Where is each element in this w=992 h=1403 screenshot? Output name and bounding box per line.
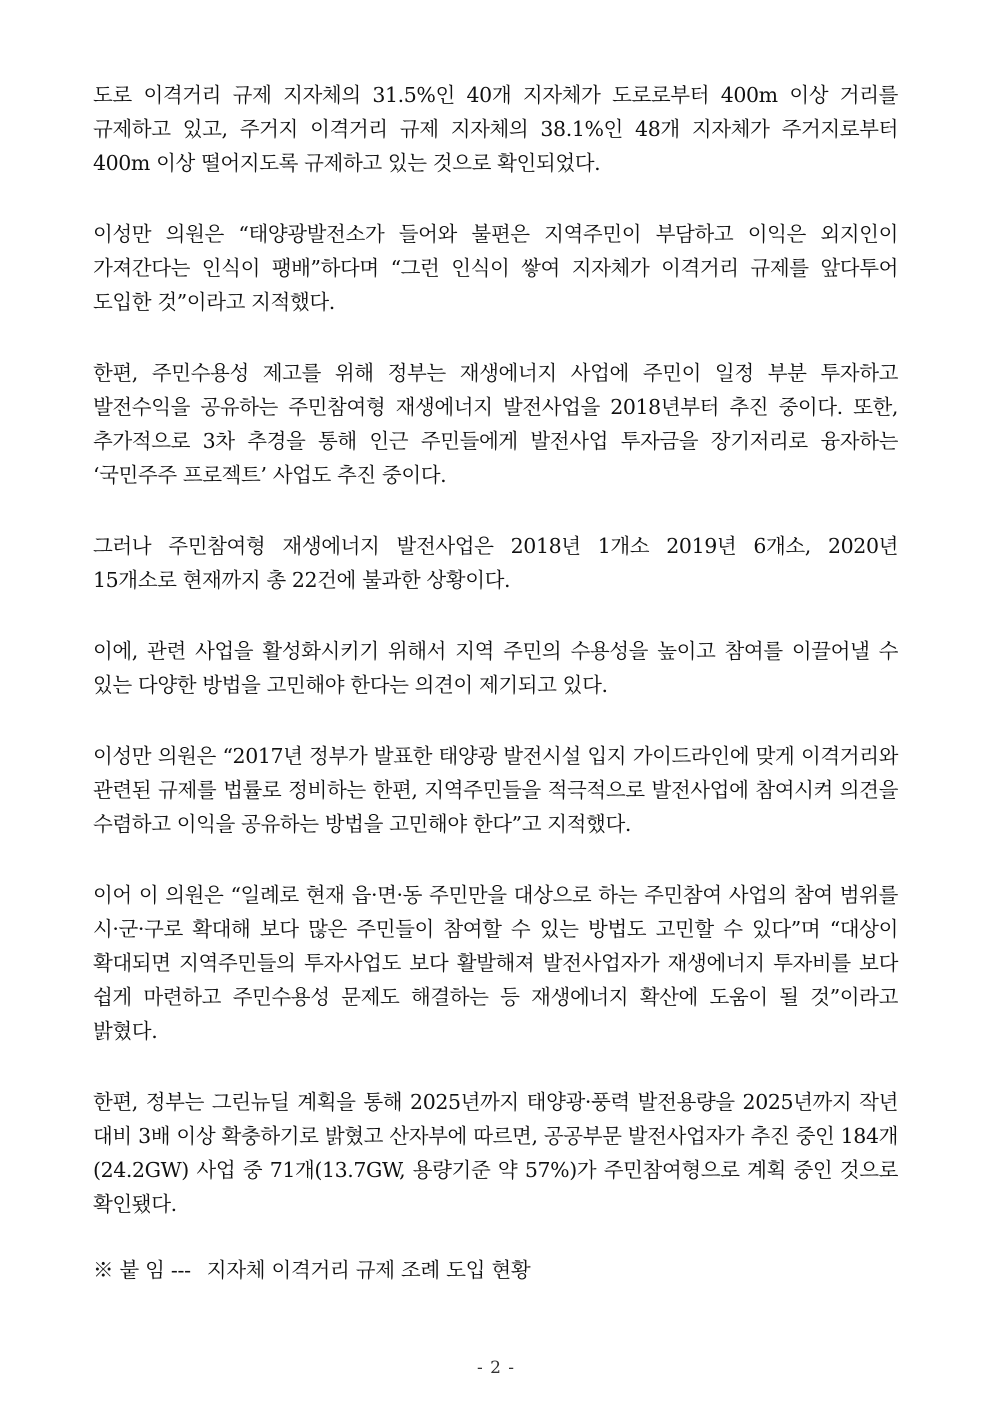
paragraph-opinion: 이에, 관련 사업을 활성화시키기 위해서 지역 주민의 수용성을 높이고 참여를 이끌어낼 수 있는 다양한 방법을 고민해야 한다는 의견이 제기되고 있다. [93, 639, 898, 697]
paragraph-resident-participation: 한편, 주민수용성 제고를 위해 정부는 재생에너지 사업에 주민이 일정 부분 투자하고 발전수익을 공유하는 주민참여형 재생에너지 발전사업을 2018년부터 추진 중이다. 또한, 추가적으로 3차 추경을 통해 인근 주민들에게 발전사업 투자금을 장기저리로 융자하는 ‘국민주주 프로젝트’ 사업도 추진 중이다. [93, 361, 898, 487]
document-body [93, 78, 898, 1258]
paragraph-green-new-deal: 한편, 정부는 그린뉴딜 계획을 통해 2025년까지 태양광·풍력 발전용량을 2025년까지 작년 대비 3배 이상 확충하기로 밝혔고 산자부에 따르면, 공공부문 발전사업자가 추진 중인 184개(24.2GW) 사업 중 71개(13.7GW, 용량기준 약 57%)가 주민참여형으로 계획 중인 것으로 확인됐다. [93, 1090, 898, 1216]
attachment-label: ※ 붙 임 --- [93, 1258, 191, 1282]
paragraph-setback-regulation-stats: 도로 이격거리 규제 지자체의 31.5%인 40개 지자체가 도로로부터 400m 이상 거리를 규제하고 있고, 주거지 이격거리 규제 지자체의 38.1%인 48개 지자체가 주거지로부터 400m 이상 떨어지도록 규제하고 있는 것으로 확인되었다. [93, 83, 898, 175]
page-number: - 2 - [476, 1358, 516, 1378]
paragraph-lawmaker-quote-3: 이어 이 의원은 “일례로 현재 읍·면·동 주민만을 대상으로 하는 주민참여 사업의 참여 범위를 시·군·구로 확대해 보다 많은 주민들이 참여할 수 있는 방법도 고민할 수 있다”며 “대상이 확대되면 지역주민들의 투자사업도 보다 활발해져 발전사업자가 재생에너지 투자비를 보다 쉽게 마련하고 주민수용성 문제도 해결하는 등 재생에너지 확산에 도움이 될 것”이라고 밝혔다. [93, 883, 898, 1043]
attachment-title: 지자체 이격거리 규제 조례 도입 현황 [206, 1258, 531, 1282]
paragraph-lawmaker-quote-2: 이성만 의원은 “2017년 정부가 발표한 태양광 발전시설 입지 가이드라인에 맞게 이격거리와 관련된 규제를 법률로 정비하는 한편, 지역주민들을 적극적으로 발전사업에 참여시켜 의견을 수렴하고 이익을 공유하는 방법을 고민해야 한다”고 지적했다. [93, 744, 898, 836]
paragraph-project-count: 그러나 주민참여형 재생에너지 발전사업은 2018년 1개소 2019년 6개소, 2020년 15개소로 현재까지 총 22건에 불과한 상황이다. [93, 534, 898, 592]
paragraph-lawmaker-quote-1: 이성만 의원은 “태양광발전소가 들어와 불편은 지역주민이 부담하고 이익은 외지인이 가져간다는 인식이 팽배”하다며 “그런 인식이 쌓여 지자체가 이격거리 규제를 앞다투어 도입한 것”이라고 지적했다. [93, 222, 898, 314]
attachment-note [93, 1253, 530, 1287]
